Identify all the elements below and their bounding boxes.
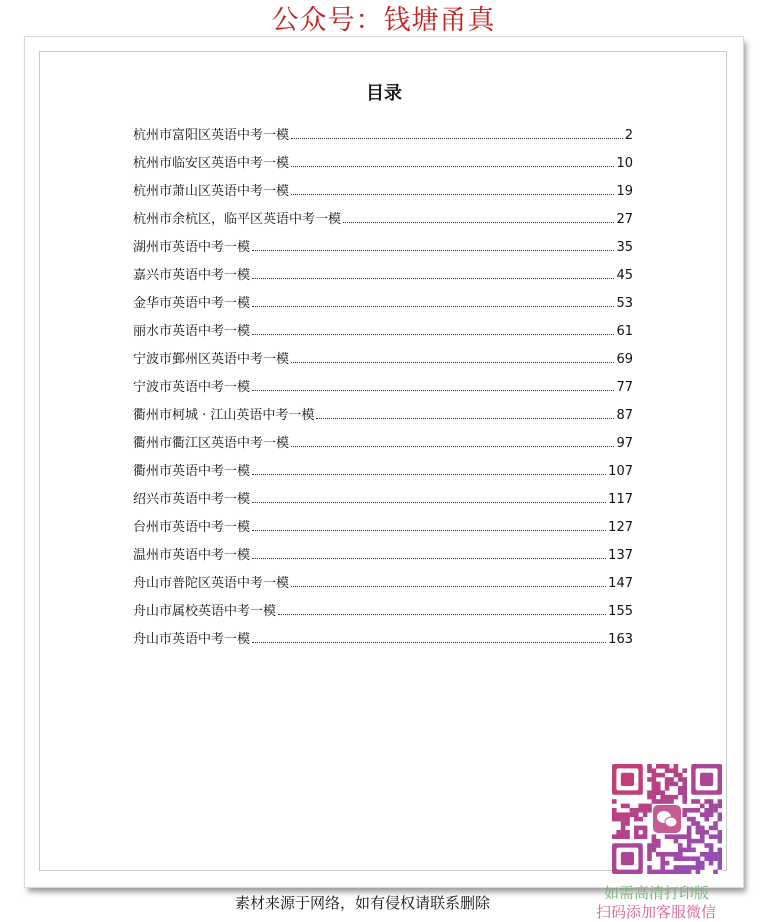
toc-entry-label: 杭州市萧山区英语中考一模: [133, 184, 290, 199]
toc-entry-label: 舟山市英语中考一模: [133, 632, 251, 647]
toc-leader-dots: [291, 193, 614, 195]
toc-entry[interactable]: [133, 171, 633, 199]
qr-code-icon: [612, 764, 722, 874]
toc-leader-dots: [291, 445, 614, 447]
toc-leader-dots: [252, 557, 606, 559]
toc-leader-dots: [252, 529, 606, 531]
qr-code-graphic: [612, 764, 722, 874]
toc-entry-page: 127: [608, 520, 633, 535]
toc-entry[interactable]: [133, 339, 633, 367]
toc-entry-label: 宁波市鄞州区英语中考一模: [133, 352, 290, 367]
toc-entry[interactable]: [133, 227, 633, 255]
toc-leader-dots: [291, 585, 606, 587]
toc-entry-page: 77: [616, 380, 633, 395]
toc-entry[interactable]: [133, 199, 633, 227]
toc-entry-page: 2: [624, 128, 633, 143]
toc-leader-dots: [252, 333, 614, 335]
toc-entry-label: 金华市英语中考一模: [133, 296, 251, 311]
toc-leader-dots: [252, 277, 614, 279]
toc-entry-page: 27: [616, 212, 633, 227]
toc-entry-page: 97: [616, 436, 633, 451]
toc-entry-page: 45: [616, 268, 633, 283]
toc-entry-label: 湖州市英语中考一模: [133, 240, 251, 255]
toc-entry-label: 舟山市普陀区英语中考一模: [133, 576, 290, 591]
document-page: [24, 36, 744, 888]
toc-entry-label: 温州市英语中考一模: [133, 548, 251, 563]
toc-entry-page: 147: [608, 576, 633, 591]
toc-entry[interactable]: [133, 563, 633, 591]
promo-text: [596, 884, 756, 922]
toc-leader-dots: [291, 165, 614, 167]
footer-note: 素材来源于网络，如有侵权请联系删除: [235, 894, 491, 912]
toc-entry-page: 10: [616, 156, 633, 171]
toc-entry-page: 163: [608, 632, 633, 647]
toc-entry-label: 丽水市英语中考一模: [133, 324, 251, 339]
toc-entry[interactable]: [133, 451, 633, 479]
toc-entry-page: 117: [608, 492, 633, 507]
toc-entry-label: 杭州市富阳区英语中考一模: [133, 128, 290, 143]
toc-list: [133, 115, 633, 647]
toc-entry[interactable]: [133, 367, 633, 395]
toc-entry[interactable]: [133, 619, 633, 647]
toc-entry[interactable]: [133, 423, 633, 451]
toc-entry-label: 衢州市柯城 · 江山英语中考一模: [133, 408, 315, 423]
toc-entry[interactable]: [133, 255, 633, 283]
toc-entry-label: 舟山市属校英语中考一模: [133, 604, 277, 619]
promo-line-2: 扫码添加客服微信: [596, 903, 717, 921]
toc-entry-page: 87: [616, 408, 633, 423]
toc-leader-dots: [278, 613, 606, 615]
toc-entry[interactable]: [133, 507, 633, 535]
toc-entry-page: 35: [616, 240, 633, 255]
toc-leader-dots: [252, 501, 606, 503]
toc-entry-label: 杭州市余杭区，临平区英语中考一模: [133, 212, 342, 227]
toc-leader-dots: [316, 417, 614, 419]
toc-entry[interactable]: [133, 115, 633, 143]
toc-entry-page: 19: [616, 184, 633, 199]
toc-entry[interactable]: [133, 283, 633, 311]
toc-leader-dots: [291, 137, 623, 139]
header-title: 公众号：钱塘甬真: [271, 5, 496, 36]
toc-entry[interactable]: [133, 143, 633, 171]
toc-entry[interactable]: [133, 395, 633, 423]
toc-entry[interactable]: [133, 591, 633, 619]
toc-leader-dots: [291, 361, 614, 363]
toc-entry-label: 宁波市英语中考一模: [133, 380, 251, 395]
toc-entry-page: 137: [608, 548, 633, 563]
promo-line-1: 如需高清打印版: [604, 884, 710, 902]
wechat-icon: [653, 805, 681, 833]
qr-finder-top-right: [691, 764, 722, 795]
toc-entry-page: 107: [608, 464, 633, 479]
toc-entry-label: 杭州市临安区英语中考一模: [133, 156, 290, 171]
toc-entry-page: 53: [616, 296, 633, 311]
toc-entry[interactable]: [133, 311, 633, 339]
toc-leader-dots: [252, 305, 614, 307]
toc-entry-page: 61: [616, 324, 633, 339]
toc-entry-label: 嘉兴市英语中考一模: [133, 268, 251, 283]
toc-leader-dots: [343, 221, 614, 223]
qr-finder-top-left: [612, 764, 643, 795]
toc-entry-label: 衢州市英语中考一模: [133, 464, 251, 479]
toc-entry-label: 衢州市衢江区英语中考一模: [133, 436, 290, 451]
toc-entry-label: 绍兴市英语中考一模: [133, 492, 251, 507]
toc-leader-dots: [252, 249, 614, 251]
toc-leader-dots: [252, 641, 606, 643]
toc-entry-label: 台州市英语中考一模: [133, 520, 251, 535]
toc-entry[interactable]: [133, 535, 633, 563]
qr-finder-bottom-left: [612, 843, 643, 874]
toc-leader-dots: [252, 389, 614, 391]
toc-entry-page: 69: [616, 352, 633, 367]
toc-leader-dots: [252, 473, 606, 475]
toc-entry-page: 155: [608, 604, 633, 619]
toc-title: 目录: [366, 83, 402, 104]
toc-entry[interactable]: [133, 479, 633, 507]
